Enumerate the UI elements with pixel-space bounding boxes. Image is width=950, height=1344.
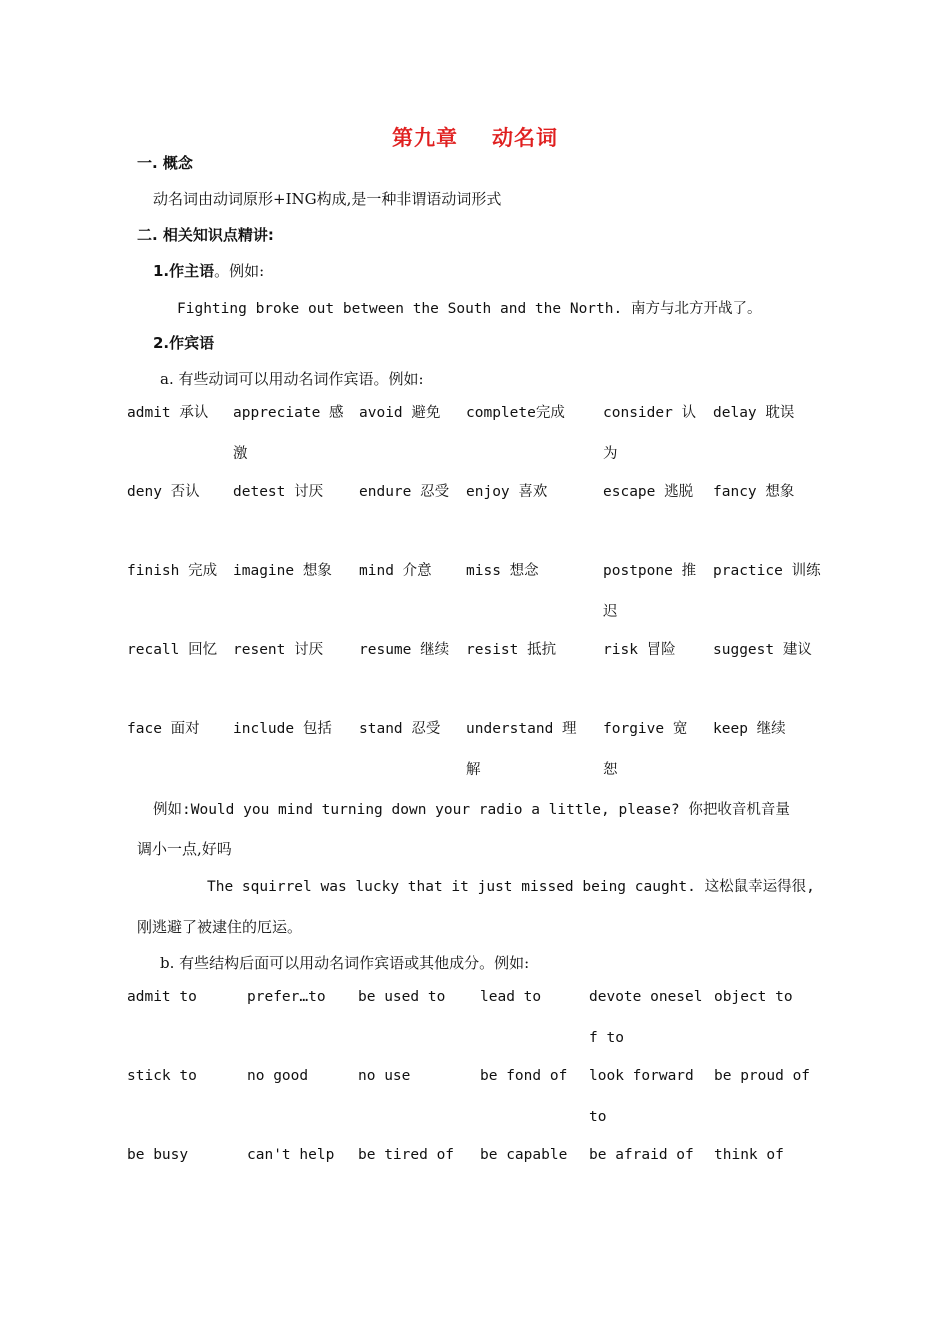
structure-cell: be busy: [127, 1147, 189, 1163]
structure-table: [127, 977, 827, 1214]
subsection-1-heading: 1.作主语: [153, 262, 215, 280]
structure-cell: object to: [714, 989, 793, 1005]
section-1-heading: 一. 概念: [137, 154, 193, 172]
structure-cell: no good: [247, 1068, 309, 1084]
verb-cell: avoid 避免: [359, 405, 441, 421]
structure-cell: admit to: [127, 989, 197, 1005]
verb-cell: enjoy 喜欢: [466, 484, 548, 500]
list-b-intro: b. 有些结构后面可以用动名词作宾语或其他成分。例如:: [160, 954, 530, 972]
structure-cell: be tired of: [358, 1147, 455, 1163]
verb-cell: admit 承认: [127, 405, 209, 421]
verb-cell: deny 否认: [127, 484, 200, 500]
structure-cell: be fond of: [480, 1068, 568, 1084]
structure-cell: be afraid of: [589, 1147, 694, 1163]
structure-cell: think of: [714, 1147, 784, 1163]
chapter-number: 第九章: [392, 126, 458, 150]
verb-table: [127, 393, 827, 788]
subsection-1-example: Fighting broke out between the South and the North. 南方与北方开战了。: [177, 301, 762, 317]
structure-row: [127, 977, 827, 1056]
verb-cell: miss 想念: [466, 563, 539, 579]
structure-cell: no use: [358, 1068, 411, 1084]
list-a-intro: a. 有些动词可以用动名词作宾语。例如:: [160, 370, 424, 388]
verb-cell: detest 讨厌: [233, 484, 324, 500]
structure-cell: look forward to: [589, 1068, 694, 1125]
section-2-heading: 二. 相关知识点精讲:: [137, 226, 274, 244]
example-1-line-2: 调小一点,好吗: [137, 840, 232, 858]
verb-cell: consider 认为: [603, 405, 697, 462]
verb-cell: mind 介意: [359, 563, 432, 579]
verb-row: [127, 393, 827, 472]
structure-row: [127, 1056, 827, 1135]
verb-cell: forgive 宽恕: [603, 721, 688, 778]
verb-cell: recall 回忆: [127, 642, 218, 658]
structure-cell: devote oneself to: [589, 989, 703, 1046]
chapter-title: [0, 122, 950, 152]
verb-cell: stand 忍受: [359, 721, 441, 737]
verb-cell: delay 耽误: [713, 405, 795, 421]
structure-cell: stick to: [127, 1068, 197, 1084]
verb-cell: imagine 想象: [233, 563, 332, 579]
subsection-1-suffix: 。例如:: [214, 262, 265, 280]
verb-cell: postpone 推迟: [603, 563, 697, 620]
structure-cell: be proud of: [714, 1068, 811, 1084]
example-2-line-2: 刚逃避了被逮住的厄运。: [137, 918, 303, 936]
verb-row: [127, 709, 827, 788]
verb-cell: practice 训练: [713, 563, 821, 579]
subsection-2-heading: 2.作宾语: [153, 334, 215, 352]
verb-cell: finish 完成: [127, 563, 218, 579]
verb-cell: include 包括: [233, 721, 332, 737]
verb-cell: fancy 想象: [713, 484, 795, 500]
verb-cell: understand 理解: [466, 721, 577, 778]
structure-cell: be capable: [480, 1147, 568, 1163]
structure-cell: be used to: [358, 989, 446, 1005]
structure-cell: can't help: [247, 1147, 335, 1163]
verb-cell: complete完成: [466, 405, 565, 421]
verb-cell: appreciate 感激: [233, 405, 344, 462]
structure-cell: lead to: [480, 989, 542, 1005]
chapter-topic: 动名词: [492, 126, 558, 150]
verb-cell: resist 抵抗: [466, 642, 557, 658]
verb-cell: escape 逃脱: [603, 484, 694, 500]
structure-cell: prefer…to: [247, 989, 326, 1005]
verb-row: [127, 472, 827, 551]
verb-cell: keep 继续: [713, 721, 786, 737]
verb-cell: resume 继续: [359, 642, 450, 658]
section-1-text: 动名词由动词原形+ING构成,是一种非谓语动词形式: [153, 190, 502, 208]
structure-row: [127, 1135, 827, 1214]
verb-row: [127, 551, 827, 630]
verb-cell: endure 忍受: [359, 484, 450, 500]
example-2-line-1: The squirrel was lucky that it just missed being caught. 这松鼠幸运得很,: [207, 879, 815, 895]
verb-cell: face 面对: [127, 721, 200, 737]
verb-cell: resent 讨厌: [233, 642, 324, 658]
verb-cell: risk 冒险: [603, 642, 676, 658]
subsection-1-line: [153, 260, 264, 281]
example-1-line-1: 例如:Would you mind turning down your radio a little, please? 你把收音机音量: [153, 802, 790, 818]
verb-row: [127, 630, 827, 709]
verb-cell: suggest 建议: [713, 642, 812, 658]
